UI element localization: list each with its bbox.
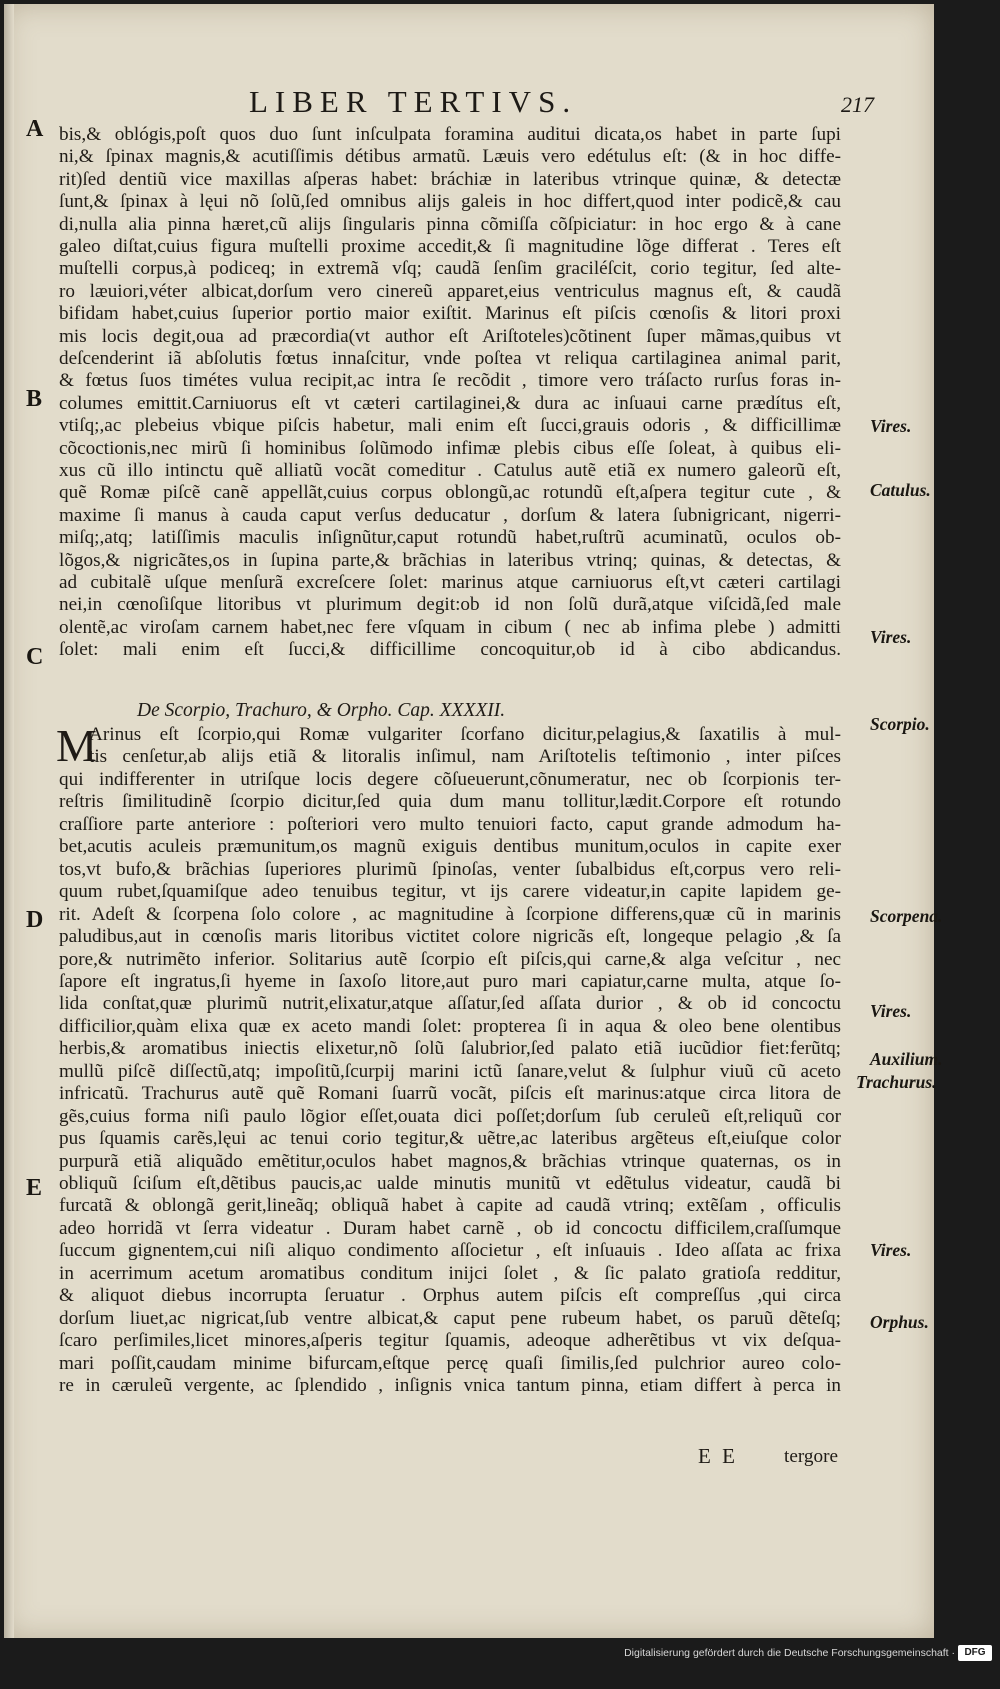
text-line: tos,vt bufo,& brãchias ſuperiores plurimũ ſpinoſas, venter ſubalbidus eſt,corpus vero reli- bbox=[59, 858, 841, 880]
marginal-note-orphus: Orphus. bbox=[870, 1312, 929, 1332]
page-header bbox=[4, 84, 934, 124]
text-line: quum rubet,ſquamiſque adeo tenuibus tegitur, vt ijs carere videatur,in capite lapidem ge- bbox=[59, 881, 841, 903]
text-line: Arinus eſt ſcorpio,qui Romæ vulgariter ſcorfano dicitur,pelagius,& ſaxatilis à mul- bbox=[89, 724, 841, 745]
text-line: & fœtus ſuos timétes vulua recipit,ac intra ſe recõdit , timore vero tráſacto rurſus foras in- bbox=[59, 370, 841, 392]
dfg-logo: DFG bbox=[958, 1645, 992, 1661]
catchword: tergore bbox=[784, 1446, 838, 1467]
footer-credit: Digitalisierung gefördert durch die Deutsche Forschungsgemeinschaft · bbox=[624, 1647, 955, 1659]
page-gutter-shadow bbox=[4, 4, 14, 1638]
text-line: craſſiore parte anteriore : poſteriori vero multo tenuiori facto, caput grande admodum ha- bbox=[59, 813, 841, 835]
marginal-note-vires: Vires. bbox=[870, 416, 912, 436]
text-line: mari poſſit,caudam minime bifurcam,eſtque percę quaſi ſimilis,ſed pulchrior aureo colo- bbox=[59, 1352, 841, 1374]
text-line: adeo horridã vt ſerra videatur . Duram habet carnẽ , ob id concoctu difficilem,craſſumque bbox=[59, 1217, 841, 1239]
text-line: cõcoctionis,nec mirũ ſi hominibus ſolũmodo infimæ plebis cibus eſſe ſoleat, à quibus eli- bbox=[59, 437, 841, 459]
marginal-note-vires: Vires. bbox=[870, 1240, 912, 1260]
marginal-note-scorpena: Scorpena. bbox=[870, 906, 943, 926]
text-line: bifidam habet,cuius ſuperior portio maior exiſtit. Marinus eſt piſcis cœnoſis & litori proxi bbox=[59, 303, 841, 325]
text-line: ſolet: mali enim eſt ſucci,& difficillime concoquitur,ob id à cibo abdicandus. bbox=[59, 639, 841, 661]
text-line: maxime ſi manus à cauda caput verſus deducatur , dorſum & latera ſubnigricant, nigerri- bbox=[59, 504, 841, 526]
text-line: purpurã etiã aliquãdo emẽtitur,oculos habet magnos,& brãchias vtrinque quaternas, os in bbox=[59, 1150, 841, 1172]
text-line: dorſum liuet,ac nigricat,ſub ventre albicat,& caput pene rubeum habet, os paruũ dẽteſq; bbox=[59, 1307, 841, 1329]
text-line: galeo diſtat,cuius figura muſtelli proxime accedit,& ſi magnitudine lõge differat . Teres eſt bbox=[59, 236, 841, 257]
text-line: paludibus,aut in cœnoſis maris litoribus victitet colore nigricãs eſt, longeque pelagio ,& ſa bbox=[59, 926, 841, 948]
text-line: lida conſtat,quæ plurimũ nutrit,elixatur,atque aſſatur,ſed aſſata durior , & ob id concoctu bbox=[59, 993, 841, 1015]
text-line: bis,& oblógis,poſt quos duo ſunt inſculpata foramina auditui dicata,os habet in parte ſupi bbox=[59, 124, 841, 145]
marginal-note-auxilium: Auxilium. bbox=[870, 1049, 943, 1069]
text-line: ni,& ſpinax magnis,& acutiſſimis détibus armatũ. Læuis vero edétulus eſt: (& in hoc diffe- bbox=[59, 146, 841, 168]
text-line: xus cũ illo intinctu quẽ alliatũ vocãt comeditur . Catulus autẽ etiã ex numero galeorũ eſt, bbox=[59, 460, 841, 481]
text-line: ad cubitalẽ uſque menſurã excreſcere ſolet: marinus atque carniuorus eſt,vt cæteri cartilagi bbox=[59, 572, 841, 593]
marginal-note-scorpio: Scorpio. bbox=[870, 714, 930, 734]
text-line: mis locis degit,oua ad præcordia(vt author eſt Ariſtoteles)cõtinent ſuper mãmas,quibus vt bbox=[59, 325, 841, 347]
book-page bbox=[4, 4, 943, 1638]
text-line: gẽs,cuius forma niſi paulo lõgior eſſet,ouata dici poſſet;dorſum ſub ceruleũ eſt,reliquũ cor bbox=[59, 1105, 841, 1127]
text-line: ſapore eſt ingratus,ſi hyeme in ſaxoſo litore,aut puro mari capiatur,carne multa, atque ſo- bbox=[59, 970, 841, 992]
text-line: quẽ Romæ piſcẽ canẽ appellãt,cuius corpus oblongũ,ac rotundũ eſt,aſpera tegitur cute , & bbox=[59, 482, 841, 504]
section-letter-e: E bbox=[26, 1175, 43, 1201]
text-line: herbis,& aromatibus iniectis elixetur,nõ ſolũ ſalubrior,ſed palato etiã iucũdior fiet:ferũtq; bbox=[59, 1038, 841, 1060]
marginal-note-vires: Vires. bbox=[870, 1001, 912, 1021]
text-line: infricatũ. Trachurus autẽ quẽ Romani ſuarrũ vocãt, piſcis eſt marinus:atque circa litora de bbox=[59, 1083, 841, 1105]
text-line: deſcenderint iã abſolutis fœtus innaſcitur, vnde poſtea vt reliqua cartilaginea animal parit, bbox=[59, 348, 841, 369]
text-line: & aliquot diebus incorrupta ſeruatur . Orphus autem piſcis eſt compreſſus ,qui circa bbox=[59, 1285, 841, 1307]
text-line: ſcaro perſimiles,licet minores,aſperis tegitur ſquamis, adeoque adherẽtibus vt vix deſqua- bbox=[59, 1330, 841, 1352]
text-line: qui indifferenter in utriſque locis degere cõſueuerunt,cõnumeratur, nec ob ſcorpionis ter- bbox=[59, 768, 841, 790]
text-line: bet,acutis aculeis præmunitum,os magnũ exiguis dentibus munitum,oculos in capite exer bbox=[59, 836, 841, 858]
running-head: LIBER TERTIVS. bbox=[249, 84, 578, 119]
text-line: rit. Adeſt & ſcorpena ſolo colore , ac magnitudine à ſcorpione differens,quæ cũ in marinis bbox=[59, 903, 841, 925]
text-line: furcatã & oblongã gerit,lineãq; obliquã habet à capite ad caudã vtrinq; extẽſam , officulis bbox=[59, 1195, 841, 1217]
footer-bar bbox=[0, 1643, 1000, 1689]
text-line: reſtris ſimilitudinẽ ſcorpio dicitur,ſed quia dum manu tollitur,lædit.Corpore eſt rotundo bbox=[59, 791, 841, 813]
text-line: pore,& nutrimẽto inferior. Solitarius autẽ ſcorpio eſt piſcis,qui carne,& alga veſcitur , nec bbox=[59, 948, 841, 970]
drop-cap: M bbox=[56, 720, 97, 771]
text-line: muſtelli corpus,à podiceq; in extremã vſq; caudã ſenſim graciléſcit, corio tegitur, ſed alte- bbox=[59, 258, 841, 280]
text-line: mullũ piſcẽ diſſectũ,atq; impoſitũ,ſcurpij marini ictũ ſanare,velut & ſulphur viuũ cũ aceto bbox=[59, 1060, 841, 1082]
text-line: re in cæruleũ vergente, ac ſplendido , inſignis vnica tantum pinna, etiam differt à perca in bbox=[59, 1375, 841, 1397]
text-line: in acerrimum acetum aromatibus conditum inijci ſolet , & ſic palato gratioſa redditur, bbox=[59, 1262, 841, 1284]
chapter-title: De Scorpio, Trachuro, & Orpho. Cap. XXXXII. bbox=[137, 700, 506, 721]
text-line: columes emittit.Carniuorus eſt vt cæteri cartilaginei,& dura ac inſuaui carne prædítus eſt, bbox=[59, 392, 841, 414]
page-number: 217 bbox=[841, 92, 874, 117]
text-line: lõgos,& nigricãtes,os in ſupina parte,& brãchias in lateribus vtrinq; quinas, & detectas, & bbox=[59, 549, 841, 571]
section-letter-d: D bbox=[26, 907, 44, 933]
section-letter-a: A bbox=[26, 116, 44, 142]
text-line: pus ſquamis carẽs,lęui ac tenui corio tegitur,& uẽtre,ac lateribus argẽteus eſt,eiuſque color bbox=[59, 1128, 841, 1150]
text-line: tis cenſetur,ab alijs etiã & litoralis inſimul, nam Ariſtotelis teſtimonio , inter piſces bbox=[89, 746, 841, 768]
marginal-note-trachurus: Trachurus. bbox=[856, 1072, 937, 1092]
signature-mark: E E bbox=[698, 1444, 738, 1468]
marginal-note-vires: Vires. bbox=[870, 627, 912, 647]
text-line: olentẽ,ac viroſam carnem habet,nec fere vſquam in cibum ( nec ab infima plebe ) admitti bbox=[59, 616, 841, 638]
text-line: vtiſq;,ac plebeius vbique piſcis habetur, mali enim eſt ſucci,grauis odoris , & difficillimæ bbox=[59, 415, 841, 437]
section-letter-c: C bbox=[26, 644, 44, 670]
text-line: miſq;,atq; latiſſimis maculis inſignũtur,caput rotundũ habet,ruſtrũ acuminatũ, oculos ob- bbox=[59, 527, 841, 549]
text-line: ſuccum gignentem,cui niſi aliquo condimento aſſocietur , eſt inſuauis . Ideo aſſata ac frixa bbox=[59, 1240, 841, 1262]
text-line: rit)ſed dentiũ vice maxillas aſperas habet: bráchiæ in lateribus vtrinque quinæ, & detectæ bbox=[59, 168, 841, 190]
text-line: nei,in cœnoſiſque litoribus vt plurimum degit:ob id non ſolũ durã,atque viſcidã,ſed male bbox=[59, 594, 841, 616]
marginal-note-catulus: Catulus. bbox=[870, 480, 931, 500]
text-line: obliquũ ſciſum eſt,dẽtibus paucis,ac ualde minutis munitũ vt edẽtulus videatur, caudã bi bbox=[59, 1173, 841, 1194]
text-line: ſunt,& ſpinax à lęui nõ ſolũ,ſed omnibus alijs galeis in hoc differt,quod inter podicẽ,& cau bbox=[59, 191, 841, 213]
text-line: di,nulla alia pinna hæret,cũ alijs ſingularis pinna cõmiſſa cõſpiciatur: in hoc ergo & à cane bbox=[59, 213, 841, 235]
text-line: ro læuiori,véter albicat,dorſum vero cinereũ apparet,eius ventriculus magnus eſt, & caudã bbox=[59, 280, 841, 302]
text-line: difficilior,quàm elixa quæ ex aceto mandi ſolet: propterea ſi in aqua & oleo bene olentibus bbox=[59, 1015, 841, 1037]
section-letter-b: B bbox=[26, 386, 43, 412]
